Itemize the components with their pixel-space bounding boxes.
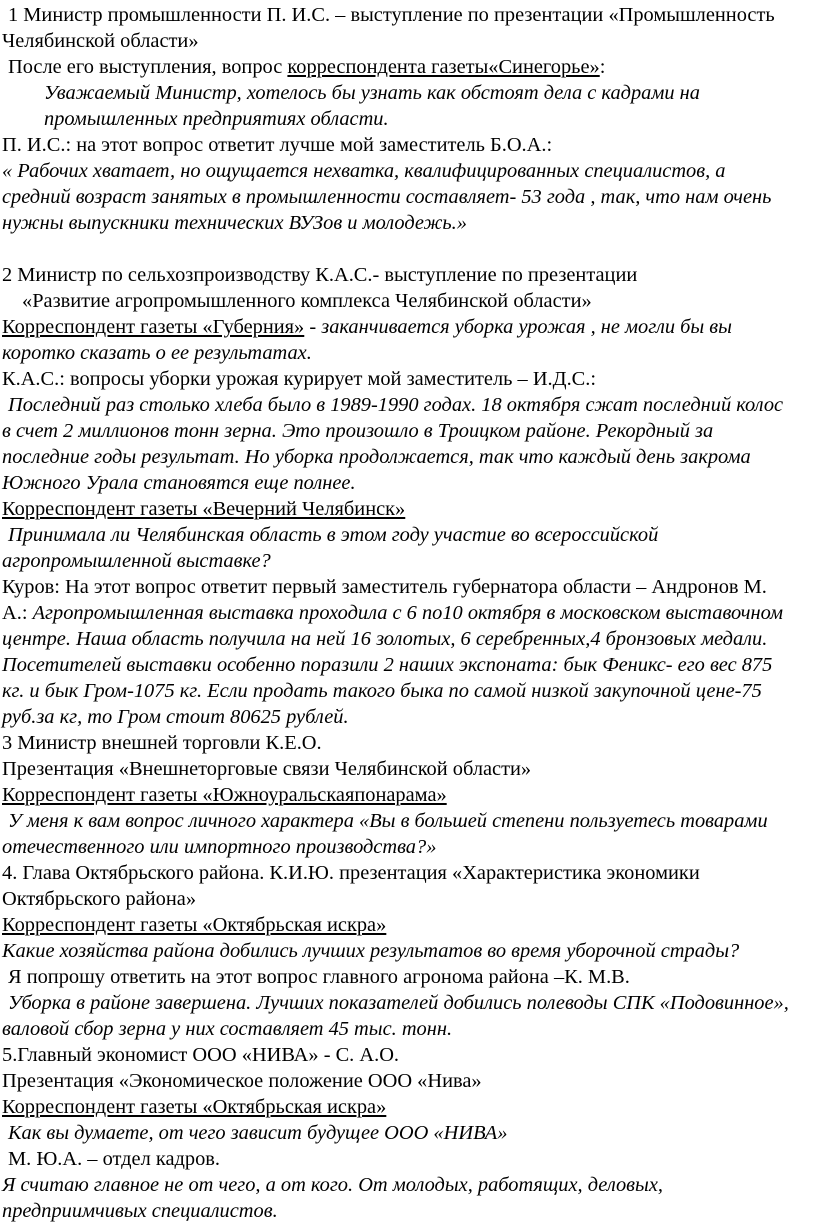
section-1-heading: 1 Министр промышленности П. И.С. – выступление по презентации «Промышленность: [8, 4, 775, 26]
section-2-heading-cont: «Развитие агропромышленного комплекса Челябинской области»: [22, 290, 592, 312]
section-1-answer-line-1: « Рабочих хватает, но ощущается нехватка, квалифицированных специалистов, а: [2, 160, 726, 182]
section-2-answer-2-line-2: [2, 600, 810, 626]
section-2-answer-2-line-1: Куров: На этот вопрос ответит первый заместитель губернатора области – Андронов М.: [2, 576, 767, 598]
section-1-answer-line-2: средний возраст занятых в промышленности составляет- 53 года , так, что нам очень: [2, 186, 772, 208]
section-2-correspondent-1: [2, 314, 810, 340]
section-5-answer-line-1: Я считаю главное не от чего, а от кого. От молодых, работящих, деловых,: [2, 1174, 663, 1196]
section-2-answer-line-1: Последний раз столько хлеба было в 1989-1990 годах. 18 октября сжат последний колос: [8, 394, 784, 416]
section-2-question-1-cont: коротко сказать о ее результатах.: [2, 342, 312, 364]
section-1-heading-cont: Челябинской области»: [2, 30, 199, 52]
section-1-question-line-2: промышленных предприятиях области.: [44, 108, 389, 130]
section-2-question-2-line-1: Принимала ли Челябинская область в этом году участие во всероссийской: [8, 524, 659, 546]
correspondent-oktyabrskaya-iskra: Корреспондент газеты «Октябрьская искра»: [2, 914, 387, 936]
section-4-answer-intro: Я попрошу ответить на этот вопрос главного агронома района –К. М.В.: [8, 966, 630, 988]
correspondent-guberniya: Корреспондент газеты «Губерния»: [2, 316, 305, 338]
correspondent-yuzhnouralskaya-panorama: Корреспондент газеты «Южноуральскаяпонарама»: [2, 784, 447, 806]
section-2-answer-2-line-6: руб.за кг, то Гром стоит 80625 рублей.: [2, 706, 349, 728]
intro-text: После его выступления, вопрос: [8, 56, 288, 78]
answer-text: Агропромышленная выставка проходила с 6 по10 октября в московском выставочном: [32, 602, 784, 624]
section-5-presentation: Презентация «Экономическое положение ООО «Нива»: [2, 1070, 482, 1092]
section-2-answer-line-4: Южного Урала становятся еще полнее.: [2, 472, 356, 494]
intro-colon: :: [599, 56, 606, 78]
section-1-answer-line-3: нужны выпускники технических ВУЗов и молодежь.»: [2, 212, 467, 234]
section-5-answer-intro: М. Ю.А. – отдел кадров.: [8, 1148, 221, 1170]
spacer: [2, 236, 810, 262]
section-1-answer-intro: П. И.С.: на этот вопрос ответит лучше мой заместитель Б.О.А.:: [2, 134, 553, 156]
section-2-answer-intro: К.А.С.: вопросы уборки урожая курирует мой заместитель – И.Д.С.:: [2, 368, 597, 390]
speaker-initials: А.:: [2, 602, 33, 624]
section-2-answer-2-line-3: центре. Наша область получила на ней 16 золотых, 6 серебренных,4 бронзовых медали.: [2, 628, 768, 650]
section-1-question-intro: [2, 54, 810, 80]
section-2-heading: 2 Министр по сельхозпроизводству К.А.С.- выступление по презентации: [2, 264, 638, 286]
section-2-answer-line-2: в счет 2 миллионов тонн зерна. Это произошло в Троицком районе. Рекордный за: [2, 420, 714, 442]
section-5-question: Как вы думаете, от чего зависит будущее ООО «НИВА»: [8, 1122, 508, 1144]
section-2-answer-line-3: последние годы результат. Но уборка продолжается, так что каждый день закрома: [2, 446, 751, 468]
section-4-question: Какие хозяйства района добились лучших результатов во время уборочной страды?: [2, 940, 740, 962]
correspondent-vecherniy-chelyabinsk: Корреспондент газеты «Вечерний Челябинск»: [2, 498, 406, 520]
section-4-answer-line-1: Уборка в районе завершена. Лучших показателей добились полеводы СПК «Подовинное»,: [8, 992, 789, 1014]
correspondent-sinegorye: корреспондента газеты«Синегорье»: [287, 56, 600, 78]
section-5-heading: 5.Главный экономист ООО «НИВА» - С. А.О.: [2, 1044, 400, 1066]
section-2-answer-2-line-4: Посетителей выставки особенно поразили 2 наших экспоната: бык Феникс- его вес 875: [2, 654, 773, 676]
section-4-heading-cont: Октябрьского района»: [2, 888, 197, 910]
section-2-question-2-line-2: агропромышленной выставке?: [2, 550, 271, 572]
section-3-heading: 3 Министр внешней торговли К.Е.О.: [2, 732, 322, 754]
section-3-question-line-2: отечественного или импортного производства?»: [2, 836, 437, 858]
correspondent-oktyabrskaya-iskra-2: Корреспондент газеты «Октябрьская искра»: [2, 1096, 387, 1118]
section-3-question-line-1: У меня к вам вопрос личного характера «Вы в большей степени пользуетесь товарами: [8, 810, 768, 832]
section-4-answer-line-2: валовой сбор зерна у них составляет 45 тыс. тонн.: [2, 1018, 453, 1040]
question-text: - заканчивается уборка урожая , не могли бы вы: [304, 316, 732, 338]
section-2-answer-2-line-5: кг. и бык Гром-1075 кг. Если продать такого быка по самой низкой закупочной цене-75: [2, 680, 762, 702]
section-5-answer-line-2: предприимчивых специалистов.: [2, 1200, 278, 1222]
section-4-heading: 4. Глава Октябрьского района. К.И.Ю. презентация «Характеристика экономики: [2, 862, 700, 884]
section-3-presentation: Презентация «Внешнеторговые связи Челябинской области»: [2, 758, 532, 780]
section-1-question-line-1: Уважаемый Министр, хотелось бы узнать как обстоят дела с кадрами на: [44, 82, 700, 104]
